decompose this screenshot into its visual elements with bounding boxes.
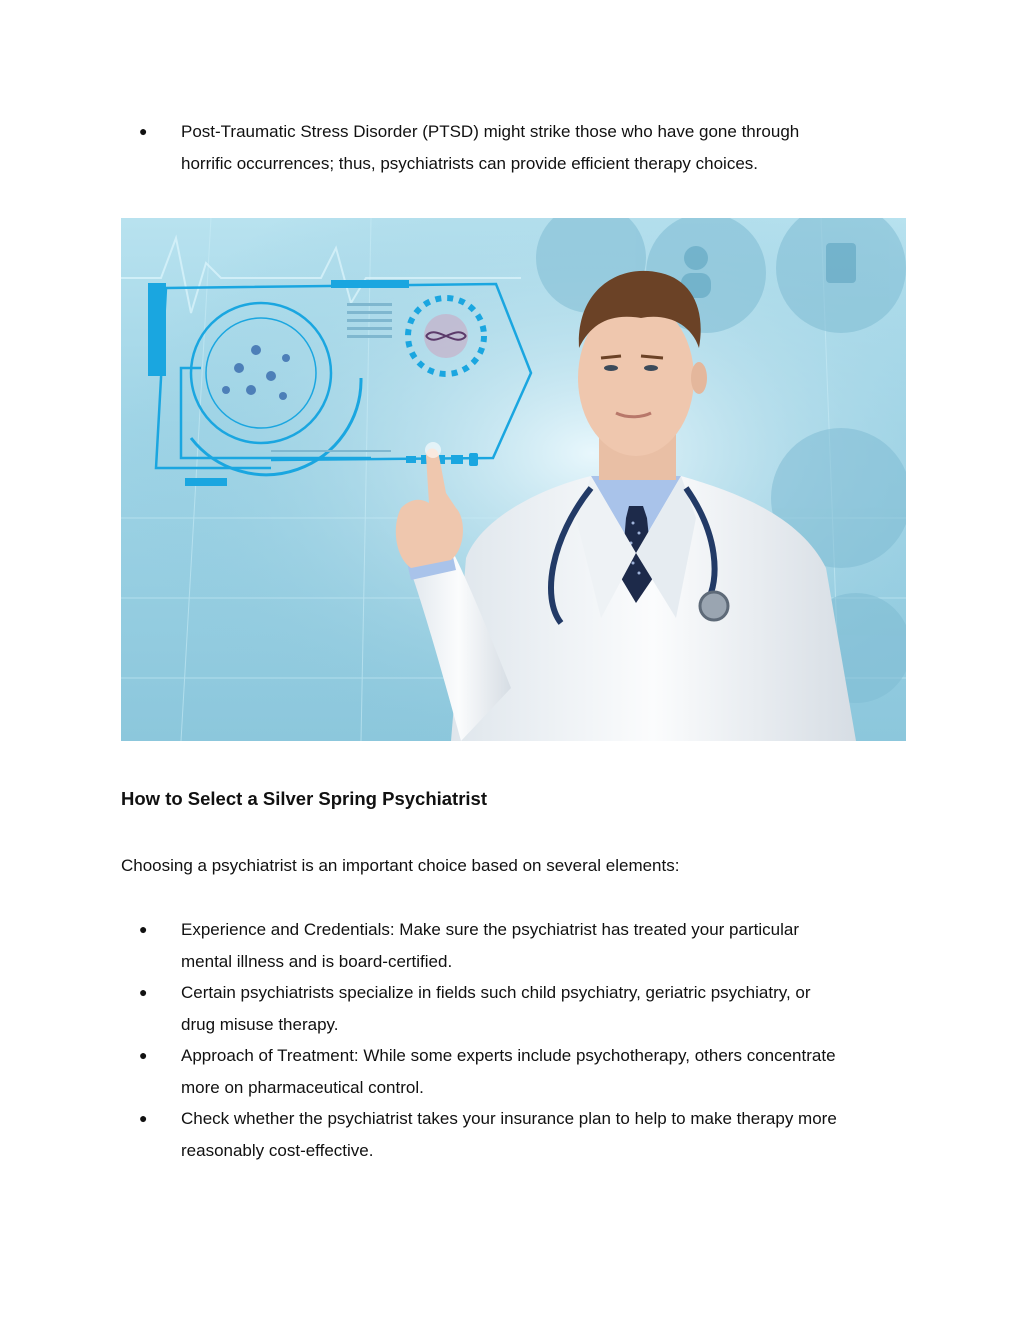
bullet-icon: ● [139, 1047, 148, 1063]
bullet-icon: ● [139, 921, 148, 937]
bullet-list-top [121, 116, 911, 179]
list-item-line: Post-Traumatic Stress Disorder (PTSD) might strike those who have gone through [181, 122, 800, 141]
list-item-line: drug misuse therapy. [181, 1014, 339, 1034]
list-item-line: mental illness and is board-certified. [181, 951, 453, 971]
section-heading: How to Select a Silver Spring Psychiatrist [121, 788, 488, 809]
list-item [121, 116, 911, 179]
bullet-list-criteria [121, 914, 911, 1166]
list-item [121, 1040, 911, 1103]
intro-paragraph: Choosing a psychiatrist is an important choice based on several elements: [121, 856, 680, 875]
list-item-line: Certain psychiatrists specialize in fields such child psychiatry, geriatric psychiatry, or [181, 983, 811, 1002]
list-item [121, 914, 911, 977]
list-item-line: Experience and Credentials: Make sure the psychiatrist has treated your particular [181, 920, 799, 939]
bullet-icon: ● [139, 1110, 148, 1126]
list-item-line: reasonably cost-effective. [181, 1140, 374, 1160]
list-item-line: Check whether the psychiatrist takes your insurance plan to help to make therapy more [181, 1109, 837, 1128]
list-item [121, 1103, 911, 1166]
bullet-icon: ● [139, 984, 148, 1000]
bullet-icon: ● [139, 123, 148, 139]
list-item-line: more on pharmaceutical control. [181, 1077, 424, 1097]
list-item-line: horrific occurrences; thus, psychiatrists can provide efficient therapy choices. [181, 153, 759, 173]
list-item [121, 977, 911, 1040]
doctor-hero-image [121, 218, 906, 741]
list-item-line: Approach of Treatment: While some experts include psychotherapy, others concentrate [181, 1046, 836, 1065]
